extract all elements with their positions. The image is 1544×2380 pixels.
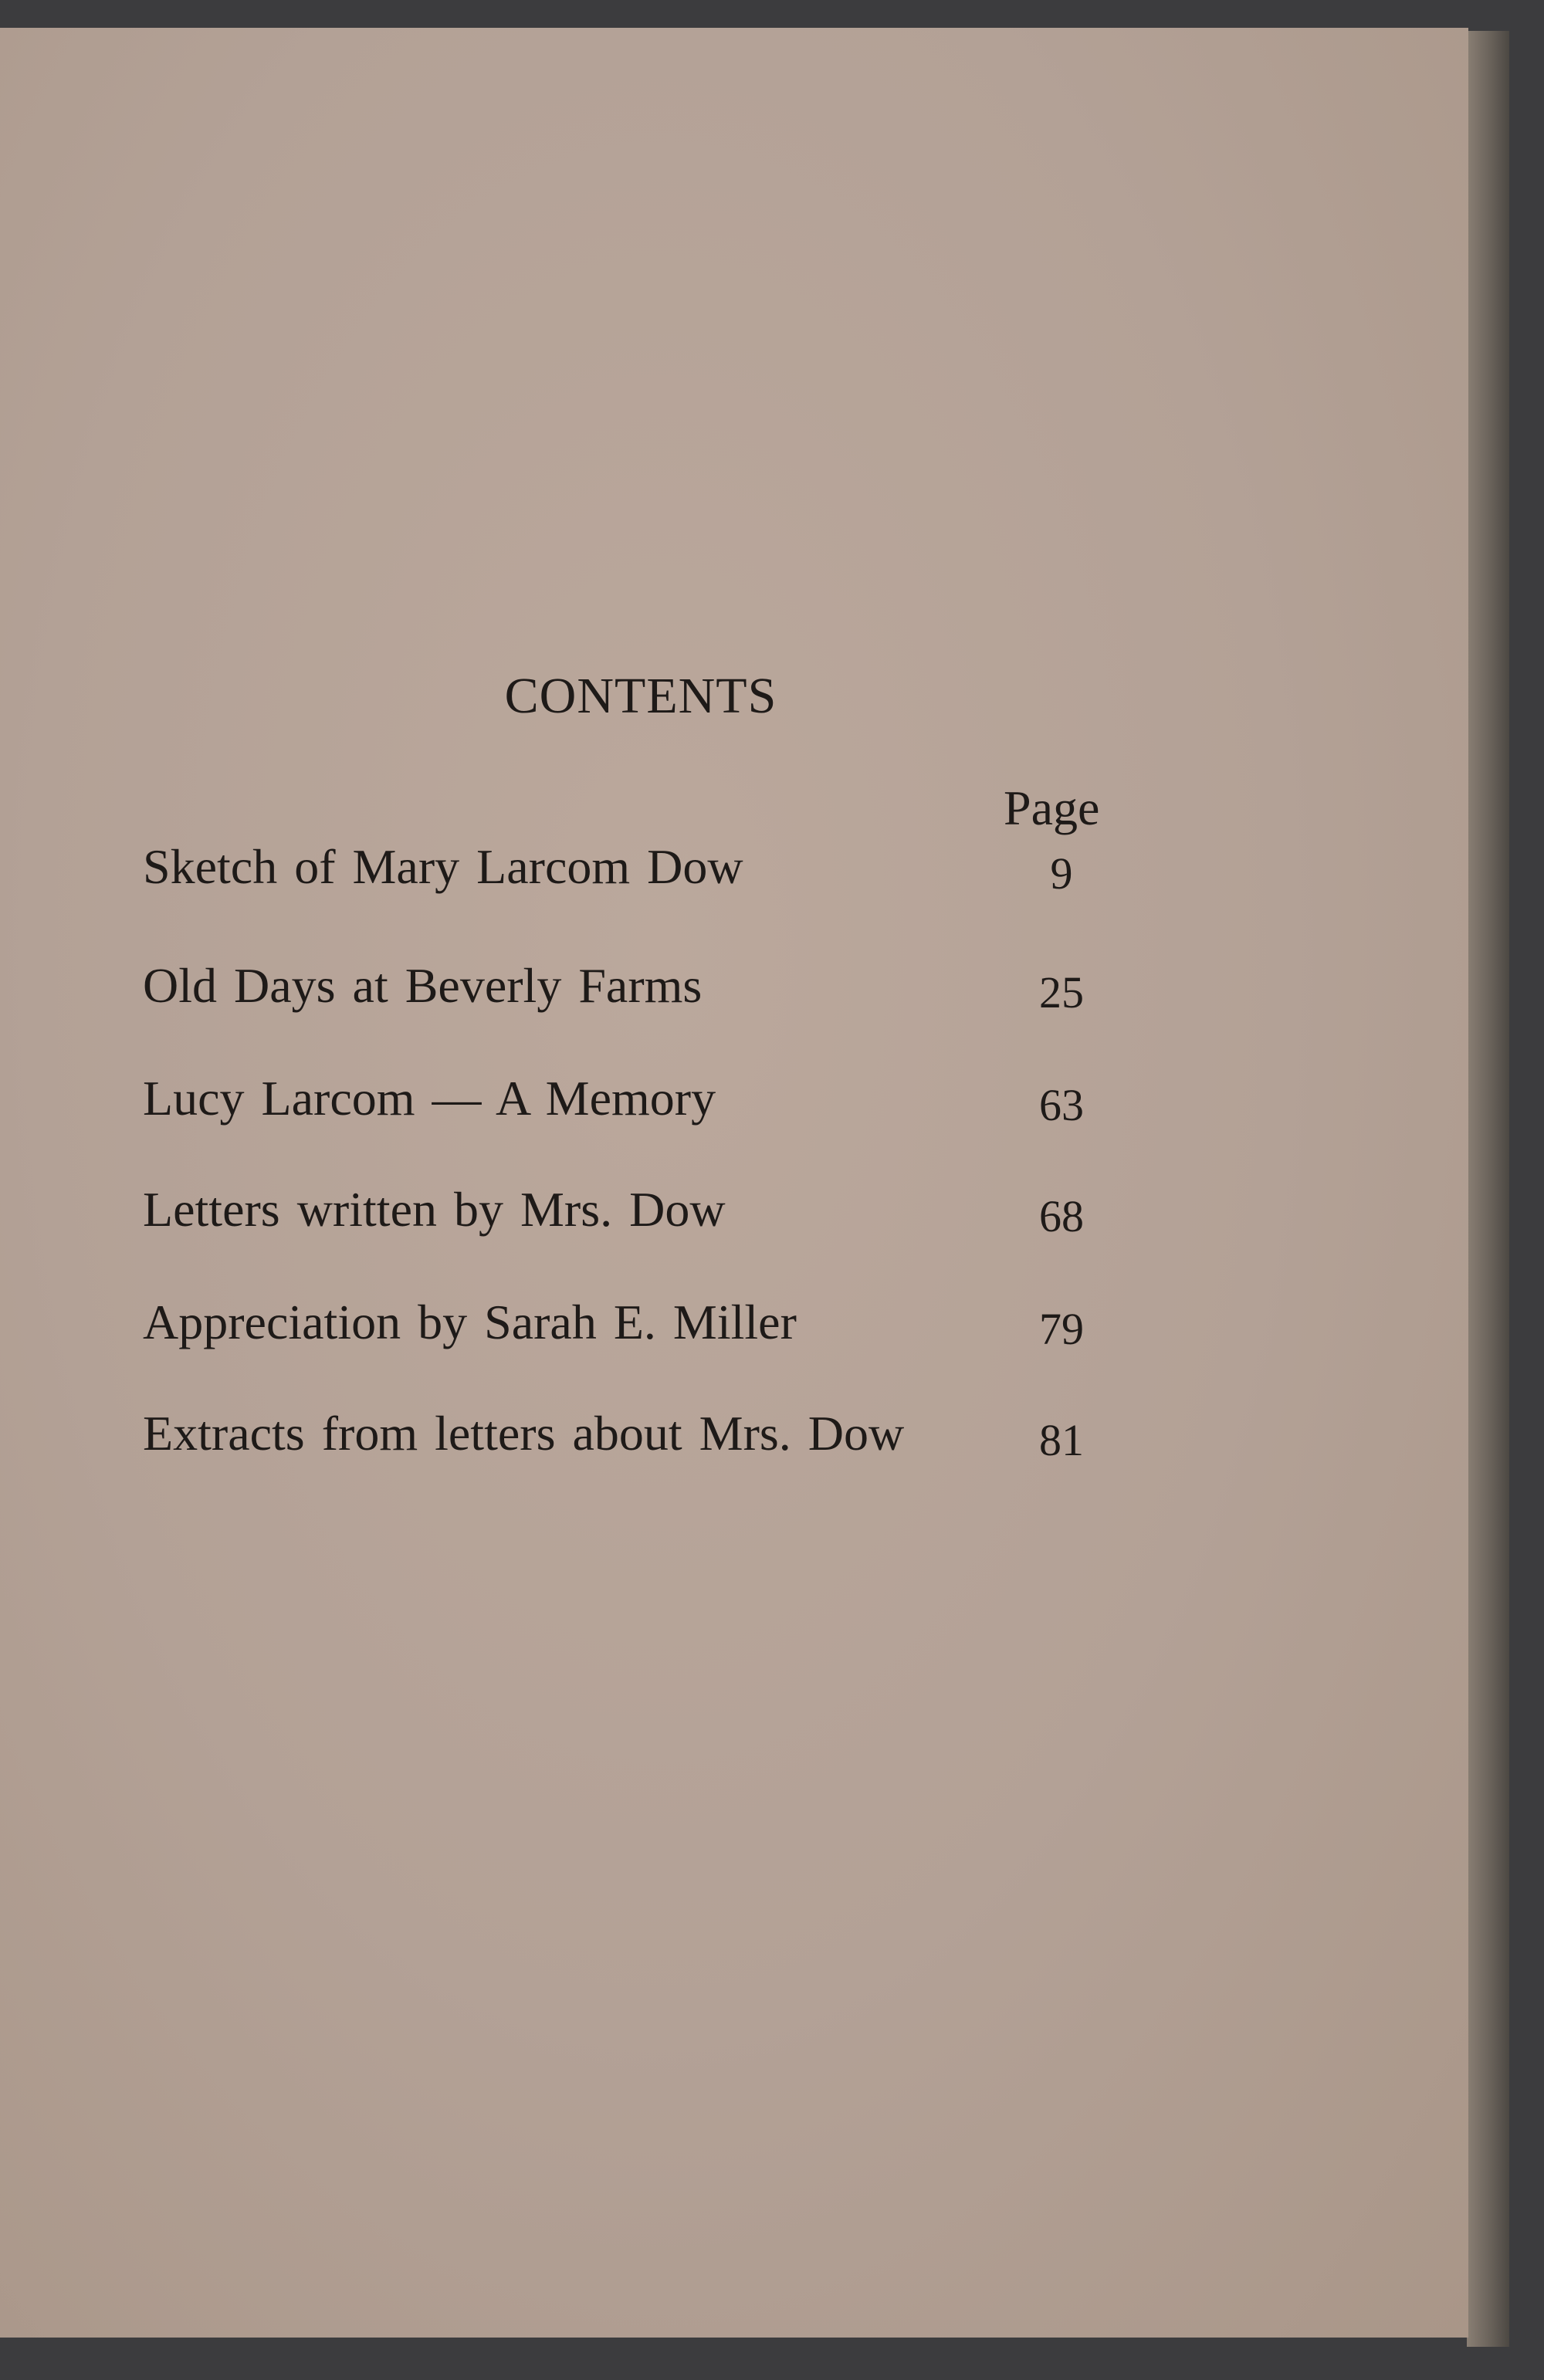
book-edge [1467,31,1509,2347]
toc-entry-title: Lucy Larcom — A Memory [143,1071,716,1126]
toc-entry-title: Letters written by Mrs. Dow [143,1182,726,1237]
toc-entry-title: Sketch of Mary Larcom Dow [143,839,743,894]
toc-entry-page: 79 [1039,1304,1084,1354]
toc-entry [143,1405,1116,1467]
toc-entry-title: Extracts from letters about Mrs. Dow [143,1406,905,1461]
toc-entry [143,957,1116,1019]
contents-heading: CONTENTS [504,668,777,724]
page-column-label: Page [1004,780,1100,835]
toc-entry-page: 25 [1039,967,1084,1017]
toc-entry-title: Appreciation by Sarah E. Miller [143,1295,797,1349]
book-page [0,28,1468,2338]
toc-entry [143,1070,1116,1132]
toc-entry-page: 9 [1050,848,1073,899]
toc-entry-title: Old Days at Beverly Farms [143,958,703,1013]
toc-entry-page: 81 [1039,1415,1084,1465]
toc-entry-page: 63 [1039,1080,1084,1130]
toc-entry [143,838,1116,900]
toc-entry [143,1181,1116,1243]
toc-entry-page: 68 [1039,1191,1084,1241]
toc-entry [143,1294,1116,1356]
